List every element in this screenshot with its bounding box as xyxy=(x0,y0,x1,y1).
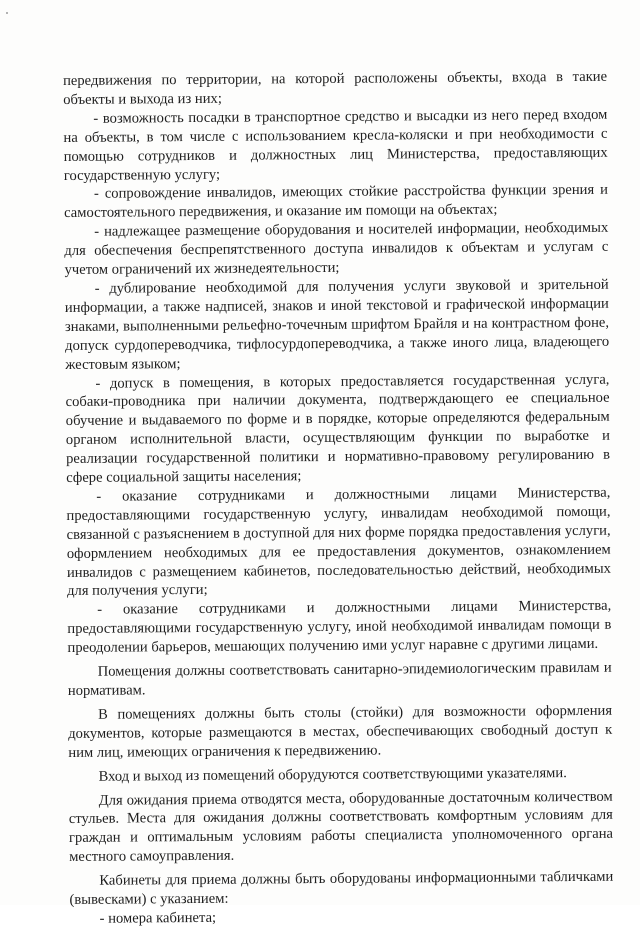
scan-artifact xyxy=(6,12,8,14)
list-item-information-duplication: - дублирование необходимой для получения услуги звуковой и зрительной информации, а также надписей, знаков и иной текстовой и графической информации знаками, выполненными рельефно-точечным шрифтом Брайля и на контрастном фоне, допуск сурдопереводчика, тифлосурдопереводчика, а также иного лица, владеющего жестовым языком; xyxy=(64,276,610,373)
document-body xyxy=(63,68,614,929)
list-item-barrier-assistance: - оказание сотрудниками и должностными лицами Министерства, предоставляющими государственную услугу, иной необходимой инвалидам помощи в преодолении барьеров, мешающих получению ими услуг наравне с другими лицами. xyxy=(67,598,612,657)
list-item-equipment-placement: - надлежащее размещение оборудования и носителей информации, необходимых для обеспечения беспрепятственного доступа инвалидов к объектам и услугам с учетом ограничений их жизнедеятельности; xyxy=(64,219,609,279)
paragraph-signage: Вход и выход из помещений оборудуются соответствующими указателями. xyxy=(98,764,567,785)
paragraph-office-signs: Кабинеты для приема должны быть оборудованы информационными табличками (вывесками) с указанием: xyxy=(69,868,614,909)
paragraph-continuation: передвижения по территории, на которой расположены объекты, входа в такие объекты и выхода из них; xyxy=(63,68,608,108)
list-item-escort: - сопровождение инвалидов, имеющих стойкие расстройства функции зрения и самостоятельного передвижения, и оказание им помощи на объектах; xyxy=(64,182,609,222)
list-item-office-number: - номера кабинета; xyxy=(99,909,217,927)
paragraph-sanitary-rules: Помещения должны соответствовать санитарно-эпидемиологическим правилам и нормативам. xyxy=(67,659,612,699)
paragraph-tables: В помещениях должны быть столы (стойки) для возможности оформления документов, которые размещаются в местах, обеспечивающих свободный доступ к ним лиц, имеющих ограничения к передвижению. xyxy=(68,702,613,761)
list-item-guide-dog-access: - допуск в помещения, в которых предоставляется государственная услуга, собаки-проводника при наличии документа, подтверждающего ее специальное обучение и выдаваемого по форме и в порядке, которые определяются федеральным органом исполнительной власти, осуществляющим функции по выработке и реализации государственной политики и нормативно-правовому регулированию в сфере социальной защиты населения; xyxy=(65,371,611,487)
list-item-vehicle-boarding: - возможность посадки в транспортное средство и высадки из него перед входом на объекты, в том числе с использованием кресла-коляски и при необходимости с помощью сотрудников и должностных лиц Министерства, предоставляющих государственную услугу; xyxy=(63,106,608,184)
list-item-staff-assistance: - оказание сотрудниками и должностными лицами Министерства, предоставляющими государственную услугу, инвалидам необходимой помощи, связанной с разъяснением в доступной для них форме порядка предоставления услуги, оформлением необходимых для ее предоставления документов, ознакомлением инвалидов с размещением кабинетов, последовательностью действий, необходимых для получения услуги; xyxy=(66,484,611,600)
paragraph-waiting-area: Для ожидания приема отводятся места, оборудованные достаточным количеством стульев. Места для ожидания должны соответствовать комфортным условиям для граждан и оптимальным условиям работы специалиста уполномоченного органа местного самоуправления. xyxy=(68,788,614,866)
